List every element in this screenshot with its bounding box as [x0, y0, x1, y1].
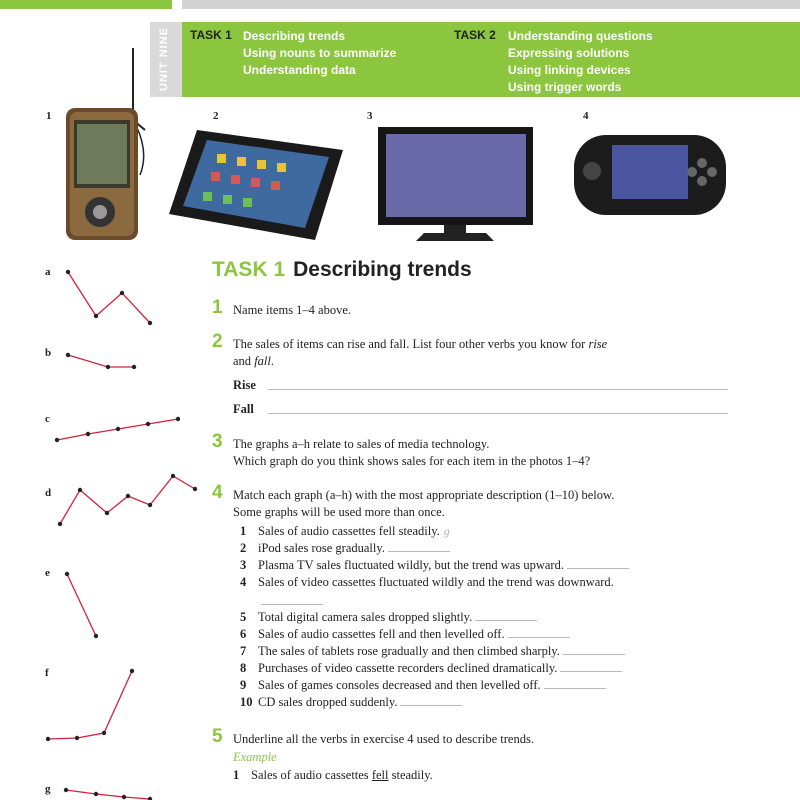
- question-line: Match each graph (a–h) with the most appropriate description (1–10) below.: [233, 488, 615, 502]
- item-text: Sales of audio cassettes fell and then levelled off.: [258, 627, 505, 641]
- question-text-part: .: [270, 354, 274, 368]
- task2-topic: Using trigger words: [508, 80, 622, 94]
- task2-topic: Expressing solutions: [508, 46, 630, 60]
- top-grey-bar: [182, 0, 800, 9]
- graph-point: [130, 669, 134, 673]
- graph-point: [55, 438, 59, 442]
- task-name: Describing trends: [293, 258, 472, 281]
- graph-point: [116, 427, 120, 431]
- graph-point: [66, 353, 70, 357]
- device-number: 2: [213, 110, 219, 122]
- graph-point: [75, 736, 79, 740]
- match-item: [240, 524, 450, 539]
- graph-point: [102, 731, 106, 735]
- question-text-italic: rise: [588, 337, 608, 351]
- item-number: 1: [240, 524, 247, 538]
- question-text-part: and: [233, 354, 255, 368]
- item-number: 5: [240, 610, 247, 624]
- match-item: [240, 678, 606, 693]
- answer-blank[interactable]: [261, 594, 323, 605]
- item-text: Plasma TV sales fluctuated wildly, but the trend was upward.: [258, 558, 564, 572]
- item-number: 2: [240, 541, 247, 555]
- match-item: [240, 610, 537, 625]
- device-number: 4: [583, 110, 589, 122]
- graph-g-line: [66, 790, 150, 799]
- item-number: 10: [240, 695, 253, 709]
- fall-label: Fall: [233, 402, 254, 416]
- graph-point: [94, 792, 98, 796]
- task1-topic: Using nouns to summarize: [243, 46, 397, 60]
- answer-blank[interactable]: [388, 541, 450, 552]
- match-item: [240, 661, 622, 676]
- item-number: 4: [240, 575, 247, 589]
- example-text: steadily.: [388, 768, 433, 782]
- graph-f-line: [48, 671, 132, 739]
- graph-b-line: [68, 355, 134, 367]
- graph-point: [120, 291, 124, 295]
- question-line: The graphs a–h relate to sales of media technology.: [233, 437, 490, 451]
- match-item: [240, 644, 625, 659]
- graph-point: [193, 487, 197, 491]
- answer-blank[interactable]: [560, 661, 622, 672]
- item-text: Sales of audio cassettes fell steadily.: [258, 524, 440, 538]
- graph-e-line: [67, 574, 96, 636]
- answer-blank[interactable]: [544, 678, 606, 689]
- question-3-text: [233, 436, 590, 470]
- graph-point: [94, 634, 98, 638]
- graph-point: [46, 737, 50, 741]
- graph-point: [171, 474, 175, 478]
- example-text: Sales of audio cassettes: [251, 768, 372, 782]
- games-console-icon: [570, 125, 730, 225]
- graph-label: d: [45, 487, 52, 499]
- task2-topic: Using linking devices: [508, 63, 631, 77]
- item-text: Sales of games consoles decreased and then levelled off.: [258, 678, 541, 692]
- rise-label: Rise: [233, 378, 256, 392]
- question-number: 4: [212, 482, 223, 503]
- answer-blank[interactable]: [563, 644, 625, 655]
- item-number: 8: [240, 661, 247, 675]
- match-item: [240, 541, 450, 556]
- unit-label: UNIT NINE: [158, 27, 170, 91]
- question-number: 1: [212, 297, 223, 318]
- graph-point: [148, 503, 152, 507]
- task2-label: TASK 2: [454, 28, 496, 42]
- task2-topic: Understanding questions: [508, 29, 653, 43]
- graph-point: [66, 270, 70, 274]
- example-sentence: [233, 767, 433, 784]
- question-number: 2: [212, 331, 223, 352]
- graph-point: [58, 522, 62, 526]
- task2-topics: [508, 28, 653, 96]
- graph-label: c: [45, 413, 50, 425]
- graph-point: [122, 795, 126, 799]
- graph-point: [65, 572, 69, 576]
- graph-point: [126, 494, 130, 498]
- graph-point: [105, 511, 109, 515]
- graph-point: [132, 365, 136, 369]
- task1-topic: Describing trends: [243, 29, 346, 43]
- item-text: Sales of video cassettes fluctuated wildly and the trend was downward.: [258, 575, 614, 589]
- graph-label: e: [45, 567, 50, 579]
- question-1-text: Name items 1–4 above.: [233, 303, 352, 317]
- plasma-tv-icon: [376, 125, 536, 245]
- question-number: 3: [212, 431, 223, 452]
- graph-point: [94, 314, 98, 318]
- graph-point: [64, 788, 68, 792]
- item-text: iPod sales rose gradually.: [258, 541, 385, 555]
- task-number: TASK 1: [212, 258, 286, 281]
- question-text-part: The sales of items can rise and fall. List four other verbs you know for: [233, 337, 589, 351]
- item-number: 9: [240, 678, 247, 692]
- task-title: [212, 258, 472, 282]
- item-number: 7: [240, 644, 247, 658]
- question-line: Which graph do you think shows sales for each item in the photos 1–4?: [233, 454, 591, 468]
- item-text: CD sales dropped suddenly.: [258, 695, 398, 709]
- match-item: [240, 575, 614, 590]
- item-text: The sales of tablets rose gradually and then climbed sharply.: [258, 644, 560, 658]
- graph-d-line: [60, 476, 195, 524]
- device-number: 3: [367, 110, 373, 122]
- item-answer[interactable]: g: [443, 524, 450, 538]
- graph-point: [106, 365, 110, 369]
- graph-label: f: [45, 667, 49, 679]
- graph-point: [86, 432, 90, 436]
- graph-point: [78, 488, 82, 492]
- answer-blank[interactable]: [508, 627, 570, 638]
- device-number: 1: [46, 110, 52, 122]
- task1-topics: [243, 28, 396, 79]
- item-text: Purchases of video cassette recorders declined dramatically.: [258, 661, 558, 675]
- answer-blank[interactable]: [400, 695, 462, 706]
- question-2-text: [233, 336, 713, 370]
- answer-blank[interactable]: [475, 610, 537, 621]
- question-5-text: Underline all the verbs in exercise 4 used to describe trends.: [233, 732, 534, 746]
- answer-blank[interactable]: [567, 558, 629, 569]
- example-label: Example: [233, 750, 277, 764]
- task1-topic: Understanding data: [243, 63, 356, 77]
- fall-answer-line[interactable]: [268, 401, 728, 414]
- item-text: Total digital camera sales dropped slightly.: [258, 610, 473, 624]
- graph-label: a: [45, 266, 51, 278]
- match-item: [240, 558, 629, 573]
- trend-graphs: [0, 0, 210, 800]
- graph-point: [148, 321, 152, 325]
- question-text-italic: fall: [254, 354, 271, 368]
- question-number: 5: [212, 726, 223, 747]
- item-number: 6: [240, 627, 247, 641]
- task1-label: TASK 1: [190, 28, 232, 42]
- graph-label: b: [45, 347, 52, 359]
- graph-label: g: [45, 783, 51, 795]
- graph-point: [146, 422, 150, 426]
- rise-answer-line[interactable]: [268, 377, 728, 390]
- match-item: [240, 627, 570, 642]
- graph-a-line: [68, 272, 150, 323]
- question-4-text: [233, 487, 614, 521]
- question-line: Some graphs will be used more than once.: [233, 505, 445, 519]
- match-item: [240, 695, 462, 710]
- graph-point: [176, 417, 180, 421]
- item-number: 3: [240, 558, 247, 572]
- example-verb: fell: [371, 768, 389, 782]
- item-number: 1: [233, 768, 240, 782]
